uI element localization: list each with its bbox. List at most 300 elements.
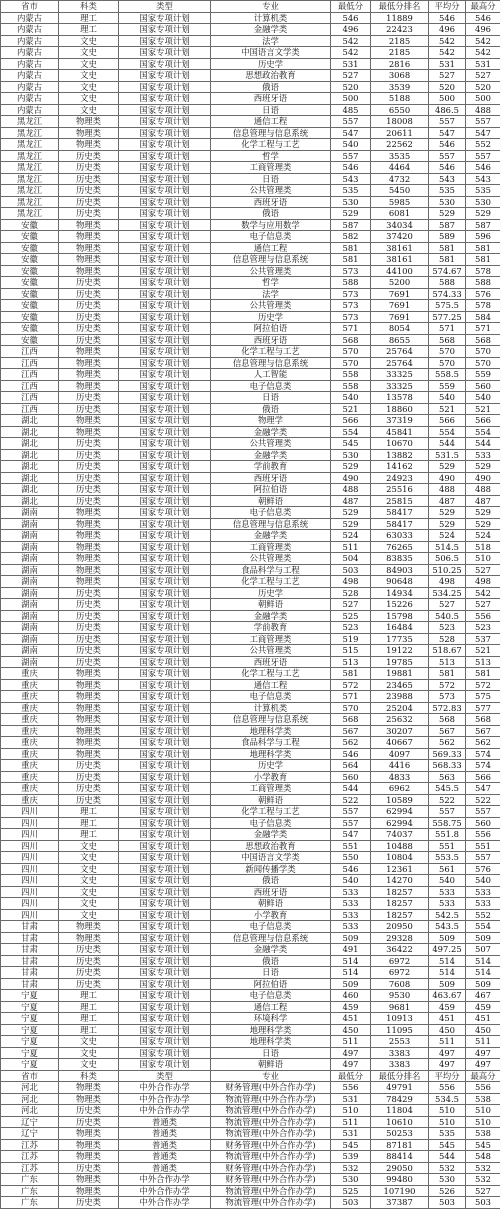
table-cell: 重庆 bbox=[1, 691, 59, 703]
table-cell: 533 bbox=[429, 898, 466, 910]
table-cell: 573 bbox=[331, 288, 371, 300]
table-cell: 581 bbox=[331, 668, 371, 680]
column-header: 科类 bbox=[59, 1, 119, 13]
table-cell: 540.5 bbox=[429, 610, 466, 622]
table-cell: 理工 bbox=[59, 829, 119, 841]
table-cell: 哲学 bbox=[211, 150, 331, 162]
table-cell: 540 bbox=[429, 392, 466, 404]
table-cell: 国家专项计划 bbox=[119, 898, 211, 910]
table-cell: 4097 bbox=[371, 748, 429, 760]
table-cell: 国家专项计划 bbox=[119, 610, 211, 622]
table-cell: 496 bbox=[331, 24, 371, 36]
table-cell: 宁夏 bbox=[1, 1047, 59, 1059]
table-cell: 509 bbox=[466, 932, 500, 944]
table-cell: 湖北 bbox=[1, 426, 59, 438]
table-cell: 522 bbox=[331, 794, 371, 806]
table-cell: 518.67 bbox=[429, 645, 466, 657]
table-cell: 519 bbox=[331, 633, 371, 645]
table-cell: 国家专项计划 bbox=[119, 116, 211, 128]
table-cell: 物理类 bbox=[59, 553, 119, 565]
table-cell: 日语 bbox=[211, 104, 331, 116]
table-cell: 江西 bbox=[1, 369, 59, 381]
column-header: 最高分 bbox=[466, 1, 500, 13]
table-cell: 546 bbox=[429, 139, 466, 151]
table-cell: 530 bbox=[429, 1174, 466, 1186]
table-cell: 国家专项计划 bbox=[119, 530, 211, 542]
table-cell: 国家专项计划 bbox=[119, 944, 211, 956]
table-row bbox=[1, 599, 500, 611]
table-cell: 理工 bbox=[59, 24, 119, 36]
table-cell: 529 bbox=[466, 507, 500, 519]
table-cell: 俄语 bbox=[211, 403, 331, 415]
table-cell: 14934 bbox=[371, 587, 429, 599]
table-cell: 525 bbox=[331, 1185, 371, 1197]
table-row bbox=[1, 1036, 500, 1048]
table-cell: 金融学类 bbox=[211, 530, 331, 542]
table-cell: 576 bbox=[466, 863, 500, 875]
table-cell: 527 bbox=[429, 599, 466, 611]
table-cell: 3539 bbox=[371, 81, 429, 93]
table-row bbox=[1, 380, 500, 392]
table-cell: 历史类 bbox=[59, 1162, 119, 1174]
table-cell: 西班牙语 bbox=[211, 93, 331, 105]
table-cell: 529 bbox=[466, 208, 500, 220]
table-cell: 529 bbox=[331, 518, 371, 530]
table-cell: 物理类 bbox=[59, 116, 119, 128]
table-cell: 内蒙古 bbox=[1, 81, 59, 93]
table-cell: 内蒙古 bbox=[1, 12, 59, 24]
table-cell: 500 bbox=[331, 93, 371, 105]
table-cell: 572 bbox=[331, 679, 371, 691]
table-cell: 500 bbox=[429, 93, 466, 105]
table-cell: 小学教育 bbox=[211, 771, 331, 783]
table-cell: 历史类 bbox=[59, 277, 119, 289]
table-cell: 542 bbox=[466, 35, 500, 47]
table-cell: 533 bbox=[331, 921, 371, 933]
table-cell: 557 bbox=[466, 806, 500, 818]
table-cell: 工商管理类 bbox=[211, 162, 331, 174]
table-row bbox=[1, 794, 500, 806]
table-cell: 学前教育 bbox=[211, 622, 331, 634]
table-cell: 562 bbox=[331, 737, 371, 749]
table-cell: 国家专项计划 bbox=[119, 587, 211, 599]
table-cell: 497 bbox=[331, 1059, 371, 1071]
table-cell: 557 bbox=[331, 116, 371, 128]
table-cell: 558.75 bbox=[429, 817, 466, 829]
table-cell: 国家专项计划 bbox=[119, 70, 211, 82]
table-cell: 506.5 bbox=[429, 553, 466, 565]
table-cell: 584 bbox=[466, 311, 500, 323]
table-cell: 546 bbox=[466, 12, 500, 24]
table-cell: 安徽 bbox=[1, 265, 59, 277]
table-cell: 国家专项计划 bbox=[119, 737, 211, 749]
table-row bbox=[1, 725, 500, 737]
table-cell: 公共管理类 bbox=[211, 300, 331, 312]
table-cell: 湖北 bbox=[1, 449, 59, 461]
table-cell: 朝鲜语 bbox=[211, 898, 331, 910]
table-cell: 543 bbox=[429, 173, 466, 185]
table-cell: 552 bbox=[466, 139, 500, 151]
table-cell: 西班牙语 bbox=[211, 656, 331, 668]
table-cell: 552 bbox=[466, 909, 500, 921]
table-cell: 11804 bbox=[371, 1105, 429, 1117]
table-cell: 国家专项计划 bbox=[119, 173, 211, 185]
table-cell: 10610 bbox=[371, 1116, 429, 1128]
table-cell: 567 bbox=[429, 725, 466, 737]
table-row bbox=[1, 553, 500, 565]
table-cell: 物理类 bbox=[59, 518, 119, 530]
table-cell: 物理类 bbox=[59, 1082, 119, 1094]
column-header: 平均分 bbox=[429, 1, 466, 13]
table-cell: 498 bbox=[466, 576, 500, 588]
table-cell: 18860 bbox=[371, 403, 429, 415]
table-cell: 546 bbox=[466, 162, 500, 174]
table-row bbox=[1, 1013, 500, 1025]
table-cell: 587 bbox=[466, 219, 500, 231]
table-cell: 公共管理类 bbox=[211, 438, 331, 450]
table-cell: 安徽 bbox=[1, 334, 59, 346]
header-row bbox=[1, 1, 500, 13]
table-cell: 理工 bbox=[59, 817, 119, 829]
table-row bbox=[1, 978, 500, 990]
table-cell: 物理类 bbox=[59, 1093, 119, 1105]
table-cell: 湖南 bbox=[1, 507, 59, 519]
table-cell: 环境科学 bbox=[211, 1013, 331, 1025]
table-cell: 37420 bbox=[371, 231, 429, 243]
table-cell: 国家专项计划 bbox=[119, 369, 211, 381]
table-cell: 国家专项计划 bbox=[119, 162, 211, 174]
table-cell: 黑龙江 bbox=[1, 185, 59, 197]
table-cell: 503 bbox=[331, 564, 371, 576]
table-cell: 573 bbox=[331, 265, 371, 277]
table-cell: 532 bbox=[331, 1162, 371, 1174]
table-cell: 重庆 bbox=[1, 702, 59, 714]
table-cell: 国家专项计划 bbox=[119, 150, 211, 162]
table-cell: 物流管理(中外合作办学) bbox=[211, 1128, 331, 1140]
table-cell: 540 bbox=[466, 875, 500, 887]
table-cell: 20950 bbox=[371, 921, 429, 933]
table-cell: 2185 bbox=[371, 47, 429, 59]
table-cell: 18257 bbox=[371, 898, 429, 910]
table-cell: 安徽 bbox=[1, 323, 59, 335]
table-cell: 554 bbox=[466, 426, 500, 438]
table-cell: 普通类 bbox=[119, 1139, 211, 1151]
table-cell: 36422 bbox=[371, 944, 429, 956]
table-cell: 520 bbox=[331, 81, 371, 93]
table-cell: 510 bbox=[466, 1116, 500, 1128]
table-cell: 国家专项计划 bbox=[119, 817, 211, 829]
table-cell: 25764 bbox=[371, 346, 429, 358]
table-cell: 历史类 bbox=[59, 587, 119, 599]
table-cell: 487 bbox=[466, 495, 500, 507]
table-cell: 490 bbox=[429, 472, 466, 484]
table-cell: 566 bbox=[429, 415, 466, 427]
table-cell: 6972 bbox=[371, 955, 429, 967]
table-cell: 451 bbox=[429, 1013, 466, 1025]
table-cell: 548 bbox=[466, 1151, 500, 1163]
table-cell: 俄语 bbox=[211, 955, 331, 967]
table-cell: 电子信息类 bbox=[211, 231, 331, 243]
table-cell: 572.83 bbox=[429, 702, 466, 714]
table-cell: 湖南 bbox=[1, 656, 59, 668]
table-cell: 533 bbox=[429, 886, 466, 898]
table-cell: 546 bbox=[331, 748, 371, 760]
table-cell: 西班牙语 bbox=[211, 196, 331, 208]
header-row bbox=[1, 1070, 500, 1082]
table-cell: 物理类 bbox=[59, 1128, 119, 1140]
table-cell: 历史类 bbox=[59, 794, 119, 806]
table-cell: 国家专项计划 bbox=[119, 300, 211, 312]
table-cell: 509 bbox=[331, 932, 371, 944]
table-cell: 湖南 bbox=[1, 518, 59, 530]
table-cell: 湖北 bbox=[1, 415, 59, 427]
table-cell: 理工 bbox=[59, 12, 119, 24]
table-cell: 物理类 bbox=[59, 265, 119, 277]
table-cell: 63033 bbox=[371, 530, 429, 542]
table-cell: 542 bbox=[429, 47, 466, 59]
table-cell: 四川 bbox=[1, 875, 59, 887]
column-header: 最低分排名 bbox=[371, 1070, 429, 1082]
table-cell: 534.25 bbox=[429, 587, 466, 599]
table-cell: 488 bbox=[429, 484, 466, 496]
table-cell: 国家专项计划 bbox=[119, 852, 211, 864]
table-cell: 国家专项计划 bbox=[119, 668, 211, 680]
table-cell: 湖南 bbox=[1, 553, 59, 565]
table-cell: 589 bbox=[429, 231, 466, 243]
table-cell: 理工 bbox=[59, 1001, 119, 1013]
table-cell: 历史类 bbox=[59, 472, 119, 484]
table-cell: 国家专项计划 bbox=[119, 139, 211, 151]
table-row bbox=[1, 656, 500, 668]
table-cell: 511 bbox=[429, 1036, 466, 1048]
table-cell: 5985 bbox=[371, 196, 429, 208]
table-cell: 物理类 bbox=[59, 426, 119, 438]
table-cell: 宁夏 bbox=[1, 1001, 59, 1013]
table-cell: 国家专项计划 bbox=[119, 967, 211, 979]
table-cell: 520 bbox=[429, 81, 466, 93]
table-cell: 543 bbox=[466, 173, 500, 185]
table-cell: 历史类 bbox=[59, 185, 119, 197]
table-cell: 542 bbox=[466, 47, 500, 59]
table-cell: 2816 bbox=[371, 58, 429, 70]
table-cell: 国家专项计划 bbox=[119, 863, 211, 875]
column-header: 类型 bbox=[119, 1, 211, 13]
table-cell: 物理类 bbox=[59, 219, 119, 231]
table-row bbox=[1, 955, 500, 967]
table-cell: 河北 bbox=[1, 1093, 59, 1105]
table-cell: 3535 bbox=[371, 150, 429, 162]
table-cell: 国家专项计划 bbox=[119, 461, 211, 473]
table-cell: 辽宁 bbox=[1, 1116, 59, 1128]
table-row bbox=[1, 484, 500, 496]
table-cell: 黑龙江 bbox=[1, 196, 59, 208]
table-cell: 513 bbox=[429, 656, 466, 668]
table-cell: 国家专项计划 bbox=[119, 265, 211, 277]
table-cell: 7691 bbox=[371, 300, 429, 312]
table-row bbox=[1, 921, 500, 933]
table-cell: 547 bbox=[429, 127, 466, 139]
table-cell: 527 bbox=[466, 70, 500, 82]
table-row bbox=[1, 564, 500, 576]
table-cell: 金融学类 bbox=[211, 610, 331, 622]
table-cell: 50253 bbox=[371, 1128, 429, 1140]
table-cell: 509 bbox=[429, 978, 466, 990]
table-row bbox=[1, 576, 500, 588]
table-cell: 信息管理与信息系统 bbox=[211, 714, 331, 726]
table-cell: 安徽 bbox=[1, 231, 59, 243]
table-cell: 朝鲜语 bbox=[211, 1059, 331, 1071]
table-cell: 62994 bbox=[371, 806, 429, 818]
table-cell: 525 bbox=[331, 610, 371, 622]
table-cell: 江苏 bbox=[1, 1162, 59, 1174]
table-cell: 物理类 bbox=[59, 369, 119, 381]
table-cell: 文史 bbox=[59, 886, 119, 898]
table-cell: 587 bbox=[429, 219, 466, 231]
table-cell: 安徽 bbox=[1, 300, 59, 312]
table-cell: 523 bbox=[429, 622, 466, 634]
table-cell: 国家专项计划 bbox=[119, 1047, 211, 1059]
table-cell: 重庆 bbox=[1, 737, 59, 749]
table-cell: 509 bbox=[466, 978, 500, 990]
table-cell: 556 bbox=[429, 1082, 466, 1094]
table-cell: 529 bbox=[429, 461, 466, 473]
table-cell: 485 bbox=[331, 104, 371, 116]
table-cell: 国家专项计划 bbox=[119, 978, 211, 990]
table-row bbox=[1, 12, 500, 24]
table-cell: 财务管理(中外合作办学) bbox=[211, 1139, 331, 1151]
table-row bbox=[1, 507, 500, 519]
table-cell: 567 bbox=[466, 725, 500, 737]
table-cell: 62994 bbox=[371, 817, 429, 829]
table-cell: 湖北 bbox=[1, 438, 59, 450]
table-cell: 黑龙江 bbox=[1, 139, 59, 151]
table-cell: 食品科学与工程 bbox=[211, 737, 331, 749]
table-cell: 普通类 bbox=[119, 1151, 211, 1163]
table-cell: 国家专项计划 bbox=[119, 1001, 211, 1013]
table-row bbox=[1, 1059, 500, 1071]
table-cell: 581 bbox=[331, 242, 371, 254]
table-cell: 10488 bbox=[371, 840, 429, 852]
table-cell: 化学工程与工艺 bbox=[211, 139, 331, 151]
table-cell: 中国语言文学类 bbox=[211, 47, 331, 59]
table-cell: 581 bbox=[429, 242, 466, 254]
table-row bbox=[1, 70, 500, 82]
table-cell: 学前教育 bbox=[211, 461, 331, 473]
table-cell: 23988 bbox=[371, 691, 429, 703]
table-cell: 历史类 bbox=[59, 334, 119, 346]
table-cell: 重庆 bbox=[1, 725, 59, 737]
table-cell: 30207 bbox=[371, 725, 429, 737]
table-cell: 文史 bbox=[59, 104, 119, 116]
table-cell: 历史学 bbox=[211, 760, 331, 772]
table-body bbox=[1, 1, 500, 1209]
table-cell: 物流管理(中外合作办学) bbox=[211, 1185, 331, 1197]
table-cell: 488 bbox=[331, 484, 371, 496]
table-cell: 金融学类 bbox=[211, 449, 331, 461]
table-cell: 557 bbox=[429, 116, 466, 128]
table-cell: 14270 bbox=[371, 875, 429, 887]
table-cell: 25632 bbox=[371, 714, 429, 726]
table-cell: 545 bbox=[331, 1139, 371, 1151]
table-cell: 572 bbox=[429, 679, 466, 691]
table-cell: 地理科学类 bbox=[211, 748, 331, 760]
table-cell: 527 bbox=[429, 70, 466, 82]
table-cell: 金融学类 bbox=[211, 24, 331, 36]
table-cell: 历史类 bbox=[59, 162, 119, 174]
table-cell: 工商管理类 bbox=[211, 783, 331, 795]
table-cell: 510 bbox=[429, 1116, 466, 1128]
table-cell: 日语 bbox=[211, 1047, 331, 1059]
table-cell: 物理类 bbox=[59, 231, 119, 243]
table-cell: 文史 bbox=[59, 70, 119, 82]
table-cell: 内蒙古 bbox=[1, 58, 59, 70]
table-cell: 中外合作办学 bbox=[119, 1105, 211, 1117]
column-header: 专业 bbox=[211, 1070, 331, 1082]
table-cell: 内蒙古 bbox=[1, 35, 59, 47]
table-cell: 宁夏 bbox=[1, 1036, 59, 1048]
table-cell: 547 bbox=[466, 127, 500, 139]
table-cell: 556 bbox=[331, 1082, 371, 1094]
table-cell: 湖北 bbox=[1, 461, 59, 473]
table-cell: 法学 bbox=[211, 35, 331, 47]
table-cell: 518 bbox=[466, 541, 500, 553]
table-cell: 化学工程与工艺 bbox=[211, 346, 331, 358]
table-cell: 551 bbox=[429, 840, 466, 852]
table-cell: 514 bbox=[331, 967, 371, 979]
table-cell: 日语 bbox=[211, 392, 331, 404]
table-cell: 历史类 bbox=[59, 955, 119, 967]
table-cell: 551 bbox=[331, 840, 371, 852]
table-cell: 财务管理(中外合作办学) bbox=[211, 1082, 331, 1094]
table-cell: 511 bbox=[331, 541, 371, 553]
table-cell: 历史类 bbox=[59, 599, 119, 611]
table-cell: 国家专项计划 bbox=[119, 231, 211, 243]
table-cell: 物理类 bbox=[59, 1151, 119, 1163]
table-cell: 570 bbox=[429, 357, 466, 369]
table-cell: 557 bbox=[466, 852, 500, 864]
table-cell: 588 bbox=[331, 277, 371, 289]
column-header: 最低分排名 bbox=[371, 1, 429, 13]
table-cell: 国家专项计划 bbox=[119, 484, 211, 496]
table-cell: 524 bbox=[466, 530, 500, 542]
table-cell: 国家专项计划 bbox=[119, 702, 211, 714]
table-cell: 历史类 bbox=[59, 760, 119, 772]
table-cell: 黑龙江 bbox=[1, 150, 59, 162]
table-cell: 四川 bbox=[1, 829, 59, 841]
table-cell: 570 bbox=[331, 702, 371, 714]
table-row bbox=[1, 967, 500, 979]
table-cell: 物理类 bbox=[59, 668, 119, 680]
table-cell: 556 bbox=[466, 1082, 500, 1094]
table-row bbox=[1, 748, 500, 760]
table-row bbox=[1, 633, 500, 645]
table-cell: 19122 bbox=[371, 645, 429, 657]
table-cell: 电子信息类 bbox=[211, 990, 331, 1002]
table-cell: 562 bbox=[429, 737, 466, 749]
table-cell: 历史类 bbox=[59, 449, 119, 461]
table-cell: 5450 bbox=[371, 185, 429, 197]
table-row bbox=[1, 932, 500, 944]
table-cell: 10589 bbox=[371, 794, 429, 806]
table-cell: 577 bbox=[466, 702, 500, 714]
table-cell: 物理类 bbox=[59, 530, 119, 542]
table-cell: 514 bbox=[331, 955, 371, 967]
table-cell: 财务管理(中外合作办学) bbox=[211, 1174, 331, 1186]
table-cell: 国家专项计划 bbox=[119, 1036, 211, 1048]
table-cell: 通信工程 bbox=[211, 679, 331, 691]
table-cell: 510 bbox=[466, 1105, 500, 1117]
table-cell: 内蒙古 bbox=[1, 47, 59, 59]
